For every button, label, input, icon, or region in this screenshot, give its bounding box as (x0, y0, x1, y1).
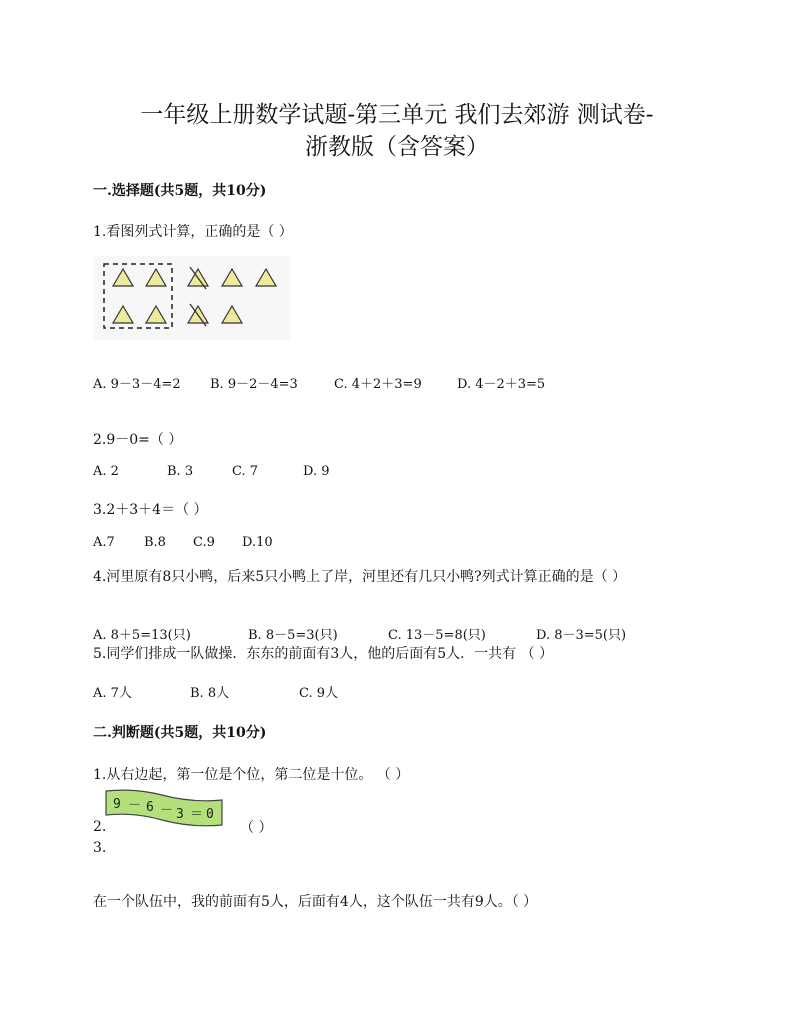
section-heading-judgement: 二.判断题(共5题，共10分) (93, 725, 267, 741)
q4-option-d: D. 8－3=5(只) (536, 628, 627, 643)
question-1-text: 1.看图列式计算，正确的是（ ） (93, 224, 293, 240)
q5-option-b: B. 8人 (190, 686, 230, 701)
q3-option-a: A.7 (93, 535, 115, 550)
q2-option-b: B. 3 (167, 464, 194, 479)
judgement-2-paren: （ ） (240, 820, 273, 836)
equation-banner (104, 787, 224, 831)
q3-option-c: C.9 (193, 535, 215, 550)
banner-digit-3: 3 (176, 807, 184, 822)
banner-minus-2: － (160, 803, 174, 818)
banner-equals: ＝ (190, 807, 204, 822)
judgement-3-text: 在一个队伍中，我的前面有5人，后面有4人，这个队伍一共有9人。（ ） (93, 894, 538, 910)
q2-option-d: D. 9 (303, 464, 330, 479)
banner-digit-0: 0 (206, 807, 214, 822)
q1-option-a: A. 9－3－4=2 (93, 377, 181, 392)
banner-minus-1: － (128, 798, 142, 813)
banner-digit-9: 9 (113, 797, 121, 812)
question-5-text: 5.同学们排成一队做操．东东的前面有3人，他的后面有5人．一共有 （ ） (93, 646, 554, 662)
q5-option-c: C. 9人 (299, 686, 339, 701)
q4-option-c: C. 13－5=8(只) (388, 628, 486, 643)
q1-option-c: C. 4＋2＋3=9 (334, 377, 422, 392)
q2-option-c: C. 7 (232, 464, 259, 479)
q4-option-a: A. 8＋5=13(只) (93, 628, 191, 643)
judgement-1-text: 1.从右边起，第一位是个位，第二位是十位。 （ ） (93, 767, 410, 783)
document-title-line2: 浙教版（含答案） (305, 134, 489, 160)
q2-option-a: A. 2 (93, 464, 119, 479)
document-title-line1: 一年级上册数学试题-第三单元 我们去郊游 测试卷- (140, 102, 654, 128)
judgement-3-number: 3. (93, 840, 107, 856)
question-2-text: 2.9－0=（ ） (93, 432, 183, 448)
q3-option-b: B.8 (144, 535, 166, 550)
triangles-figure (94, 256, 290, 340)
q3-option-d: D.10 (242, 535, 273, 550)
judgement-2-number: 2. (93, 819, 107, 835)
question-4-text: 4.河里原有8只小鸭，后来5只小鸭上了岸，河里还有几只小鸭?列式计算正确的是（ ） (93, 569, 627, 585)
banner-digit-6: 6 (146, 800, 154, 815)
q4-option-b: B. 8－5=3(只) (248, 628, 338, 643)
q5-option-a: A. 7人 (93, 686, 132, 701)
q1-option-b: B. 9－2－4=3 (210, 377, 298, 392)
section-heading-choice: 一.选择题(共5题，共10分) (93, 183, 267, 199)
q1-option-d: D. 4－2＋3=5 (457, 377, 546, 392)
question-3-text: 3.2＋3＋4＝（ ） (93, 502, 208, 518)
